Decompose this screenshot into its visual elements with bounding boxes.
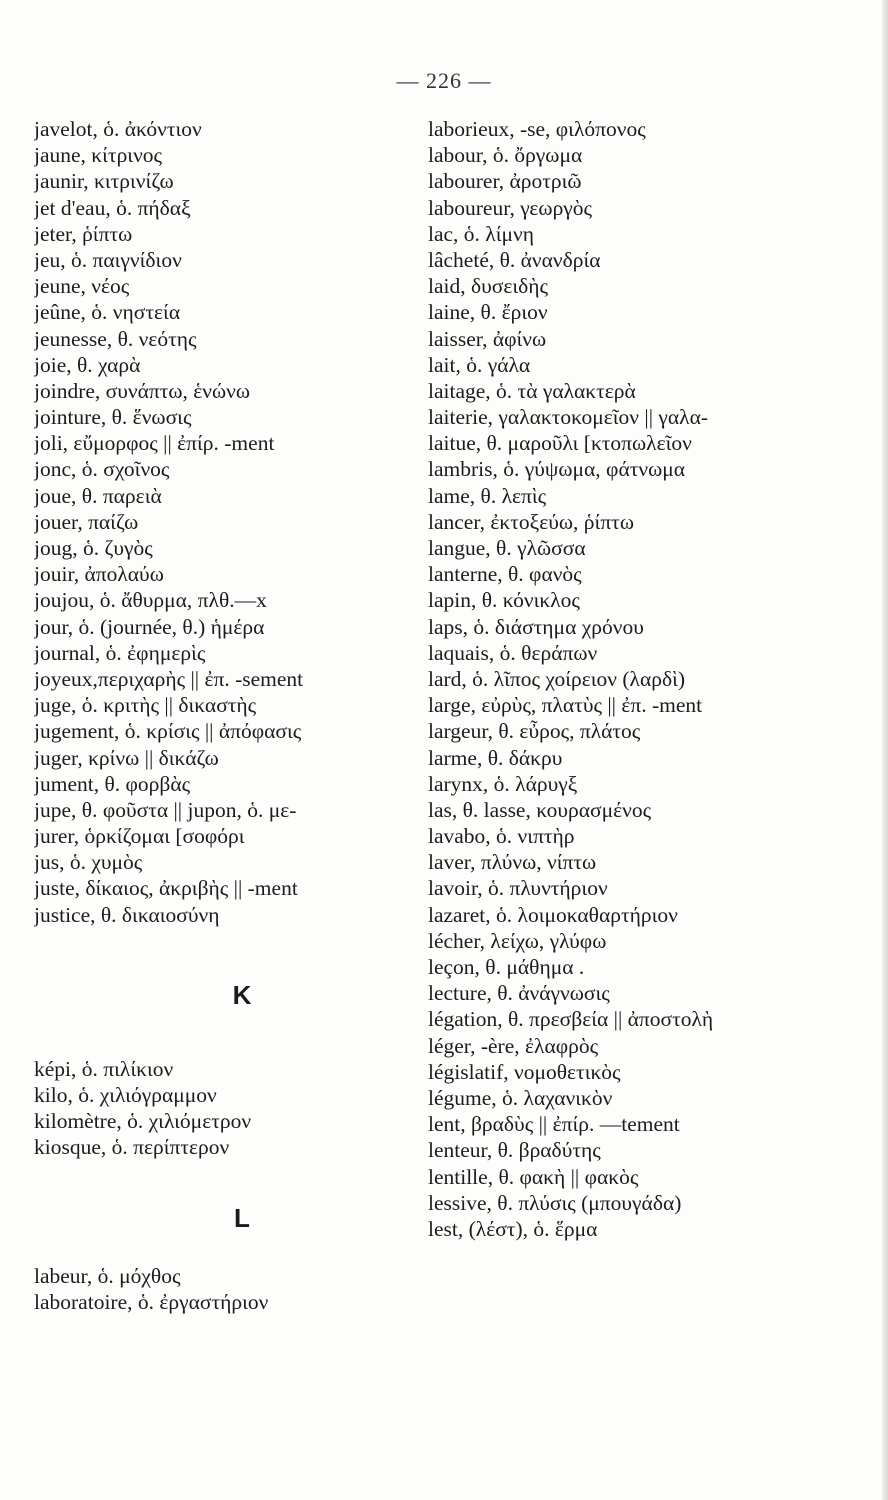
dictionary-entry: jouer, παίζω xyxy=(34,509,139,534)
dictionary-entry: juste, δίκαιος, ἀκριβὴς || -ment xyxy=(34,876,298,901)
dictionary-entry: légation, θ. πρεσβεία || ἀποστολὴ xyxy=(428,1007,714,1032)
dictionary-entry: lard, ὁ. λῖπος χοίρειον (λαρδὶ) xyxy=(428,666,686,691)
dictionary-entry: lait, ὁ. γάλα xyxy=(428,352,531,377)
entries-l-continued xyxy=(428,116,878,1242)
dictionary-entry: laver, πλύνω, νίπτω xyxy=(428,850,597,875)
dictionary-entry: jument, θ. φορβὰς xyxy=(34,771,191,796)
dictionary-entry: javelot, ὁ. ἀκόντιον xyxy=(34,117,202,141)
dictionary-entry: lac, ὁ. λίμνη xyxy=(428,221,535,246)
dictionary-entry: jugement, ὁ. κρίσις || ἀπόφασις xyxy=(34,719,302,744)
entries-l xyxy=(34,1263,434,1315)
dictionary-entry: laitue, θ. μαροῦλι [κτοπωλεῖον xyxy=(428,431,692,456)
dictionary-entry: lécher, λείχω, γλύφω xyxy=(428,928,607,953)
dictionary-entry: kiosque, ὁ. περίπτερον xyxy=(34,1135,230,1160)
page-number: — 226 — xyxy=(396,68,492,93)
dictionary-entry: labour, ὁ. ὄργωμα xyxy=(428,143,583,168)
dictionary-entry: journal, ὁ. ἐφημερὶς xyxy=(34,640,206,665)
dictionary-entry: laiterie, γαλακτοκομεῖον || γαλα- xyxy=(428,405,709,430)
entries-j xyxy=(34,116,434,928)
dictionary-entry: joli, εὔμορφος || ἐπίρ. -ment xyxy=(34,431,275,456)
dictionary-entry: lavabo, ὁ. νιπτὴρ xyxy=(428,824,575,849)
dictionary-entry: justice, θ. δικαιοσύνη xyxy=(34,902,220,927)
dictionary-entry: laitage, ὁ. τὰ γαλακτερὰ xyxy=(428,378,636,403)
dictionary-entry: lapin, θ. κόνικλος xyxy=(428,588,580,613)
dictionary-entry: jaune, κίτρινος xyxy=(34,143,163,168)
dictionary-entry: laquais, ὁ. θεράπων xyxy=(428,640,598,665)
dictionary-entry: jouir, ἀπολαύω xyxy=(34,562,164,587)
dictionary-entry: jurer, ὁρκίζομαι [σοφόρι xyxy=(34,824,245,849)
dictionary-entry: lenteur, θ. βραδύτης xyxy=(428,1138,601,1163)
dictionary-entry: jour, ὁ. (journée, θ.) ἡμέρα xyxy=(34,614,265,639)
dictionary-entry: jet d'eau, ὁ. πήδαξ xyxy=(34,195,191,220)
dictionary-entry: lecture, θ. ἀνάγνωσις xyxy=(428,981,610,1006)
dictionary-entry: joindre, συνάπτω, ἑνώνω xyxy=(34,378,251,403)
dictionary-entry: képi, ὁ. πιλίκιον xyxy=(34,1056,174,1081)
section-letter-k: K xyxy=(232,979,252,1010)
dictionary-entry: laborieux, -se, φιλόπονος xyxy=(428,117,646,141)
dictionary-entry: jeu, ὁ. παιγνίδιον xyxy=(34,247,182,272)
dictionary-entry: kilomètre, ὁ. χιλιόμετρον xyxy=(34,1109,252,1134)
dictionary-entry: laisser, ἀφίνω xyxy=(428,326,547,351)
dictionary-entry: lambris, ὁ. γύψωμα, φάτνωμα xyxy=(428,457,686,482)
dictionary-entry: joie, θ. χαρὰ xyxy=(34,352,141,377)
dictionary-entry: jaunir, κιτρινίζω xyxy=(34,169,174,194)
dictionary-entry: lanterne, θ. φανὸς xyxy=(428,562,582,587)
dictionary-entry: jeter, ῥίπτω xyxy=(34,221,133,246)
left-column xyxy=(34,116,434,1315)
dictionary-entry: lame, θ. λεπὶς xyxy=(428,483,547,508)
section-letter-l: L xyxy=(234,1202,250,1233)
dictionary-entry: lavoir, ὁ. πλυντήριον xyxy=(428,876,608,901)
dictionary-entry: juger, κρίνω || δικάζω xyxy=(34,745,219,770)
dictionary-entry: laboureur, γεωργὸς xyxy=(428,195,593,220)
dictionary-entry: lâcheté, θ. ἀνανδρία xyxy=(428,247,601,272)
dictionary-entry: joyeux,περιχαρὴς || ἐπ. -sement xyxy=(34,666,304,691)
dictionary-entry: larynx, ὁ. λάρυγξ xyxy=(428,771,578,796)
dictionary-entry: jupe, θ. φοῦστα || jupon, ὁ. με- xyxy=(34,797,297,822)
dictionary-entry: jeunesse, θ. νεότης xyxy=(34,326,197,351)
dictionary-entry: jointure, θ. ἕνωσις xyxy=(34,405,192,430)
dictionary-entry: labourer, ἀροτριῶ xyxy=(428,169,582,194)
dictionary-entry: lazaret, ὁ. λοιμοκαθαρτήριον xyxy=(428,902,678,927)
dictionary-entry: larme, θ. δάκρυ xyxy=(428,745,563,770)
dictionary-entry: jeûne, ὁ. νηστεία xyxy=(34,300,181,325)
dictionary-entry: juge, ὁ. κριτὴς || δικαστὴς xyxy=(34,693,257,718)
dictionary-entry: joujou, ὁ. ἄθυρμα, πλθ.—x xyxy=(34,588,267,613)
dictionary-entry: jeune, νέος xyxy=(34,274,130,299)
entries-k xyxy=(34,1056,434,1161)
dictionary-entry: laboratoire, ὁ. ἐργαστήριον xyxy=(34,1289,269,1314)
dictionary-entry: lessive, θ. πλύσις (μπουγάδα) xyxy=(428,1190,682,1215)
dictionary-entry: large, εὐρὺς, πλατὺς || ἐπ. -ment xyxy=(428,693,703,718)
right-column xyxy=(428,116,878,1242)
dictionary-entry: lancer, ἐκτοξεύω, ῥίπτω xyxy=(428,509,634,534)
dictionary-entry: leçon, θ. μάθημα . xyxy=(428,955,585,979)
dictionary-entry: labeur, ὁ. μόχθος xyxy=(34,1263,181,1288)
dictionary-entry: joug, ὁ. ζυγὸς xyxy=(34,536,153,560)
dictionary-entry: langue, θ. γλῶσσα xyxy=(428,536,586,560)
dictionary-entry: lentille, θ. φακὴ || φακὸς xyxy=(428,1164,639,1189)
dictionary-entry: laine, θ. ἔριον xyxy=(428,300,548,325)
dictionary-entry: las, θ. lasse, κουρασμένος xyxy=(428,797,652,822)
dictionary-entry: léger, -ère, ἐλαφρὸς xyxy=(428,1033,599,1058)
dictionary-entry: lent, βραδὺς || ἐπίρ. —tement xyxy=(428,1112,680,1137)
dictionary-entry: laps, ὁ. διάστημα χρόνου xyxy=(428,614,644,639)
dictionary-entry: jus, ὁ. χυμὸς xyxy=(34,850,143,875)
dictionary-entry: lest, (λέστ), ὁ. ἕρμα xyxy=(428,1216,598,1241)
dictionary-entry: laid, δυσειδὴς xyxy=(428,274,549,299)
dictionary-entry: jonc, ὁ. σχοῖνος xyxy=(34,457,170,482)
dictionary-entry: joue, θ. παρειὰ xyxy=(34,483,162,508)
dictionary-entry: largeur, θ. εὖρος, πλάτος xyxy=(428,719,641,744)
dictionary-entry: législatif, νομοθετικὸς xyxy=(428,1059,621,1084)
dictionary-entry: légume, ὁ. λαχανικὸν xyxy=(428,1085,613,1110)
page-edge xyxy=(882,0,888,1500)
dictionary-entry: kilo, ὁ. χιλιόγραμμον xyxy=(34,1083,217,1107)
